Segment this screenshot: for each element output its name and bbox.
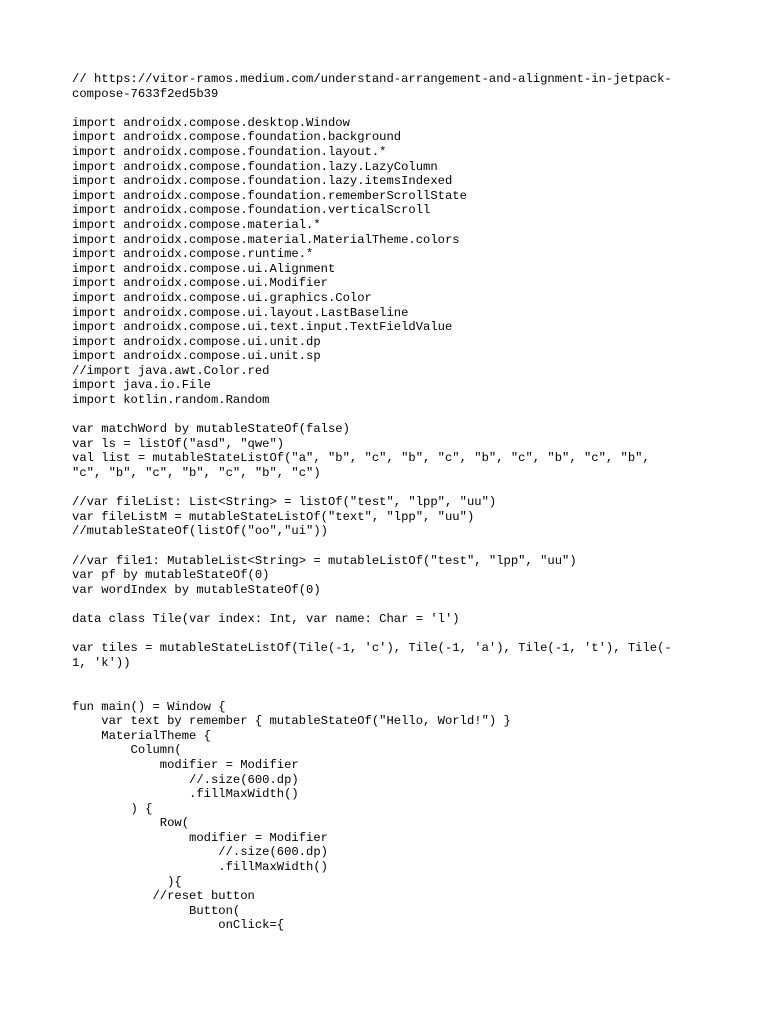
code-line: import androidx.compose.ui.text.input.TextFieldValue: [72, 320, 453, 335]
code-listing: [72, 72, 768, 933]
code-line: import androidx.compose.desktop.Window: [72, 115, 350, 130]
code-line: MaterialTheme {: [72, 728, 211, 743]
code-line: ){: [72, 874, 182, 889]
code-line: var tiles = mutableStateListOf(Tile(-1, 'c'), Tile(-1, 'a'), Tile(-1, 't'), Tile(-: [72, 641, 672, 656]
code-line: var pf by mutableStateOf(0): [72, 568, 270, 583]
code-line: [72, 539, 768, 554]
code-line: var ls = listOf("asd", "qwe"): [72, 436, 285, 451]
code-line: //reset button: [72, 889, 255, 904]
code-line: .fillMaxWidth(): [72, 787, 299, 802]
code-line: [72, 627, 768, 642]
code-line: import androidx.compose.foundation.layout.*: [72, 144, 387, 159]
code-line: ) {: [72, 801, 153, 816]
code-line: import androidx.compose.foundation.verticalScroll: [72, 203, 431, 218]
code-line: Column(: [72, 743, 182, 758]
code-line: fun main() = Window {: [72, 699, 226, 714]
code-line: //import java.awt.Color.red: [72, 363, 270, 378]
code-line: import androidx.compose.foundation.lazy.LazyColumn: [72, 159, 438, 174]
code-line: import androidx.compose.material.*: [72, 217, 321, 232]
code-line: import androidx.compose.ui.Modifier: [72, 276, 328, 291]
code-line: .fillMaxWidth(): [72, 860, 328, 875]
code-line: import androidx.compose.foundation.lazy.itemsIndexed: [72, 174, 453, 189]
code-line: var text by remember { mutableStateOf("Hello, World!") }: [72, 714, 511, 729]
code-line: import androidx.compose.foundation.rememberScrollState: [72, 188, 467, 203]
code-line: import androidx.compose.ui.unit.sp: [72, 349, 321, 364]
code-line: Row(: [72, 816, 190, 831]
code-line: //var fileList: List<String> = listOf("test", "lpp", "uu"): [72, 495, 497, 510]
code-line: var fileListM = mutableStateListOf("text", "lpp", "uu"): [72, 509, 475, 524]
code-line: import androidx.compose.material.MaterialTheme.colors: [72, 232, 460, 247]
code-line: import androidx.compose.ui.layout.LastBaseline: [72, 305, 409, 320]
code-line: var matchWord by mutableStateOf(false): [72, 422, 350, 437]
code-line: modifier = Modifier: [72, 830, 328, 845]
code-line: val list = mutableStateListOf("a", "b", "c", "b", "c", "b", "c", "b", "c", "b",: [72, 451, 650, 466]
code-line: onClick={: [72, 918, 285, 933]
code-line: //mutableStateOf(listOf("oo","ui")): [72, 524, 328, 539]
code-line: import androidx.compose.ui.Alignment: [72, 261, 336, 276]
code-line: [72, 481, 768, 496]
code-line: compose-7633f2ed5b39: [72, 86, 219, 101]
code-line: import java.io.File: [72, 378, 211, 393]
code-line: import androidx.compose.foundation.background: [72, 130, 402, 145]
code-line: data class Tile(var index: Int, var name: Char = 'l'): [72, 611, 460, 626]
code-line: modifier = Modifier: [72, 757, 299, 772]
code-line: // https://vitor-ramos.medium.com/understand-arrangement-and-alignment-in-jetpack-: [72, 72, 672, 86]
code-line: import kotlin.random.Random: [72, 393, 270, 408]
code-line: [72, 101, 768, 116]
code-line: import androidx.compose.runtime.*: [72, 247, 314, 262]
code-line: //.size(600.dp): [72, 772, 299, 787]
code-line: //var file1: MutableList<String> = mutableListOf("test", "lpp", "uu"): [72, 553, 577, 568]
code-line: [72, 670, 768, 685]
code-line: 1, 'k')): [72, 655, 131, 670]
code-line: Button(: [72, 903, 241, 918]
code-line: "c", "b", "c", "b", "c", "b", "c"): [72, 466, 321, 481]
code-line: [72, 685, 768, 700]
code-line: import androidx.compose.ui.graphics.Color: [72, 290, 372, 305]
code-line: var wordIndex by mutableStateOf(0): [72, 582, 321, 597]
code-line: import androidx.compose.ui.unit.dp: [72, 334, 321, 349]
code-line: //.size(600.dp): [72, 845, 328, 860]
code-line: [72, 597, 768, 612]
code-line: [72, 408, 768, 423]
